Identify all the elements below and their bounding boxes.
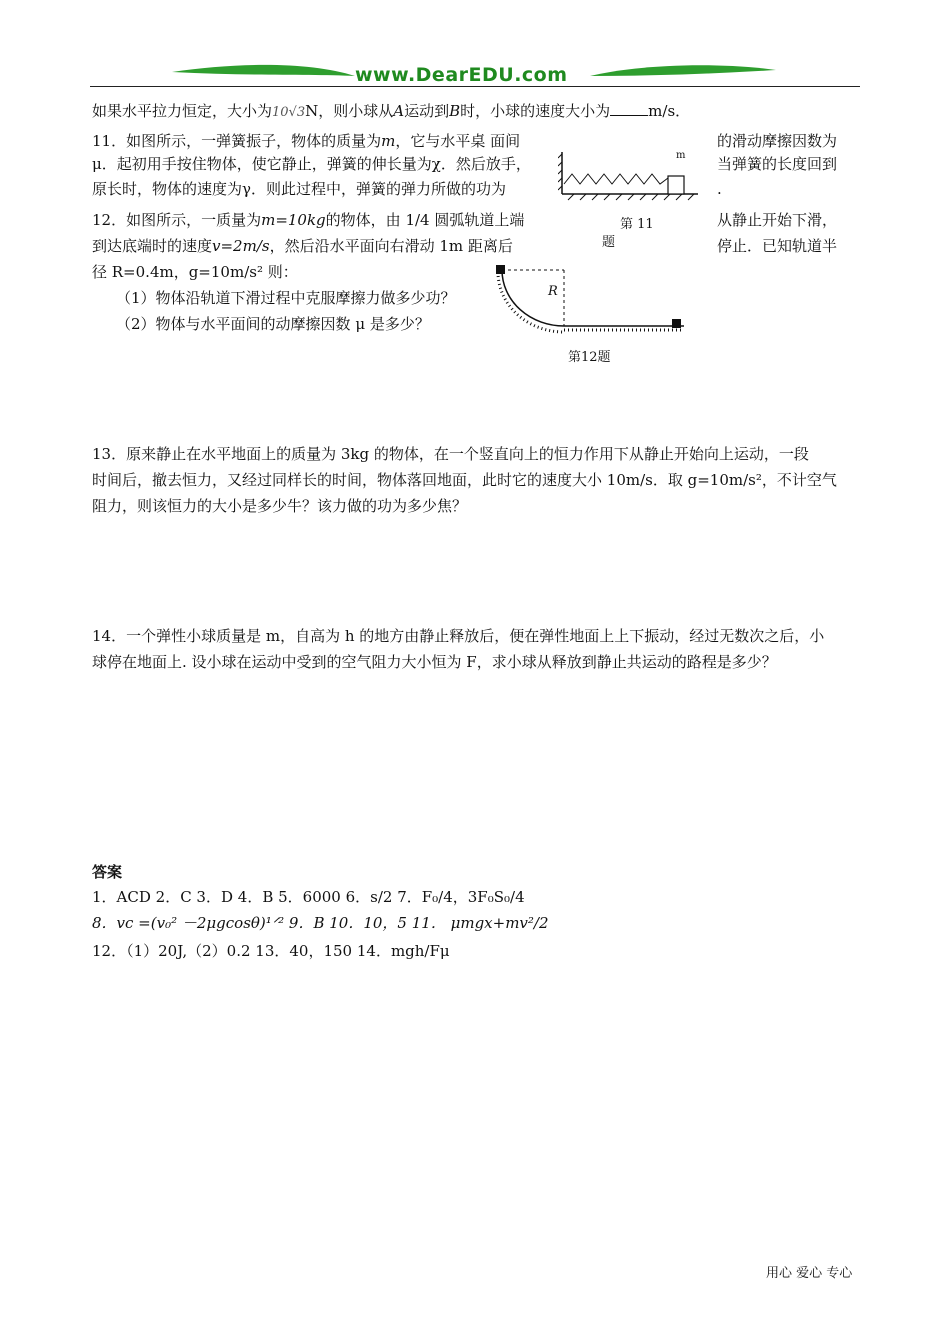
footer-text: 用心 爱心 专心 [766,1266,853,1281]
q14-line-2: 球停在地面上. 设小球在运动中受到的空气阻力大小恒为 F，求小球从释放到静止共运动的路程是多少？ [92,653,777,671]
q12-line2-mid: ，然后沿水平面向右滑动 1m 距离后 [269,237,513,255]
q11-line-3: 原长时，物体的速度为γ．则此过程中，弹簧的弹力所做的功为 [92,180,506,198]
q12-line-2 [92,236,513,256]
q11-line1-right: 的滑动摩擦因数为 [717,132,838,150]
q12-mass: m=10kg [261,211,326,229]
q10-tail-line [92,101,690,123]
q12-velocity: v=2m/s [212,237,270,255]
q11-line1-mid: ，它与水平桌 面间 [395,132,521,150]
q13-line-2: 时间后，撤去恒力，又经过同样长的时间，物体落回地面，此时它的速度大小 10m/s．取 g=10m/s²，不计空气 [92,471,837,489]
q12-line1-right: 从静止开始下滑， [717,211,838,229]
block-mass [668,176,684,194]
q10-text-mid2: 运动到 [404,102,450,120]
q11-mass-symbol: m [381,132,396,150]
q12-line2-left: 到达底端时的速度 [92,237,213,255]
q12-subquestion-1: （1）物体沿轨道下滑过程中克服摩擦力做多少功？ [116,289,456,307]
q14-line-1: 14．一个弹性小球质量是 m，自高为 h 的地方由静止释放后，便在弹性地面上上下振动，经过无数次之后，小 [92,627,825,645]
answers-title: 答案 [92,863,123,881]
q11-line1-left: 11．如图所示，一弹簧振子，物体的质量为 [92,132,382,150]
q12-line-3: 径 R=0.4m，g=10m/s² 则： [92,263,298,281]
q12-radius-label: R [548,284,558,299]
q10-text-mid3: 时，小球的速度大小为 [460,102,611,120]
q13-line-3: 阻力，则该恒力的大小是多少牛？该力做的功为多少焦？ [92,497,468,515]
q12-line2-right: 停止．已知轨道半 [717,237,838,255]
quarter-arc-track-figure [490,262,690,342]
block-top [496,265,505,274]
answers-row-3: 12．（1）20J,（2）0.2 13．40，150 14．mgh/Fμ [92,942,450,960]
q11-line2-right: 当弹簧的长度回到 [717,155,838,173]
answers-row-2: 8．vc =(v₀² －2μgcosθ)¹ᐟ² 9．B 10．10，5 11． μmgx+mv²/2 [92,914,549,932]
site-logo-text: www.DearEDU.com [355,64,568,86]
q11-fig-caption: 第 11 [620,217,654,232]
header-rule [90,86,860,87]
q11-line3-right: . [717,180,722,198]
q13-line-1: 13．原来静止在水平地面上的质量为 3kg 的物体，在一个竖直向上的恒力作用下从静止开始向上运动，一段 [92,445,809,463]
q10-point-a: A [393,102,405,120]
q12-line-1 [92,210,524,230]
q11-line-2: μ．起初用手按住物体，使它静止，弹簧的伸长量为χ．然后放手， [92,155,531,173]
q11-fig-caption-2: 题 [602,235,616,250]
q12-fig-caption: 第12题 [568,350,611,365]
q10-magnitude: 10√3 [272,105,306,120]
answer-blank [610,101,648,116]
spring-coil [564,174,668,184]
q10-text-pre: 如果水平拉力恒定，大小为 [92,102,273,120]
q11-line-1 [92,131,520,151]
q10-text-post: m/s． [648,102,691,120]
q12-line1-mid: 的物体，由 1/4 圆弧轨道上端 [325,211,525,229]
block-end [672,319,681,328]
q12-subquestion-2: （2）物体与水平面间的动摩擦因数 μ 是多少？ [116,315,430,333]
answers-row-1: 1．ACD 2．C 3．D 4．B 5．6000 6．s/2 7．F₀/4，3F₀S₀/4 [92,888,525,906]
q11-fig-mass-label: m [676,150,686,161]
q10-point-b: B [449,102,461,120]
q10-text-mid: N，则小球从 [305,102,394,120]
q12-line1-left: 12．如图所示，一质量为 [92,211,262,229]
